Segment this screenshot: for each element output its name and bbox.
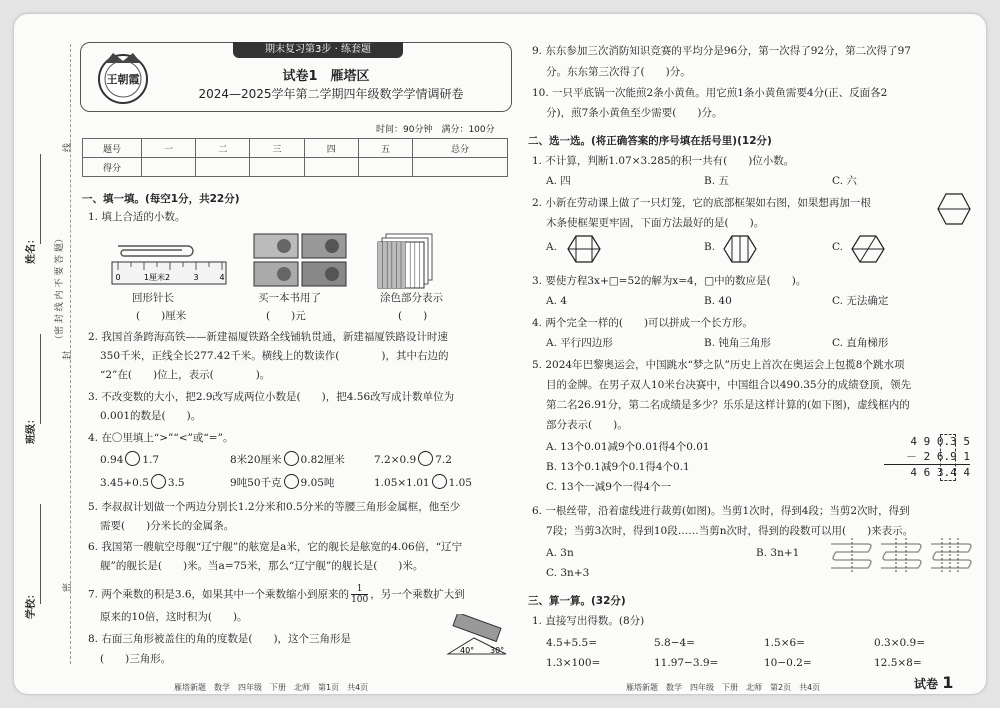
s2q5-option-b[interactable]: B. 13个0.1减9个0.1得4个0.1 [546, 461, 690, 473]
score-cell: 一 [142, 139, 196, 158]
question-5-line-1: 5. 李叔叔计划做一个两边分别长1.2分米和0.5分米的等腰三角形金属框，他至少 [88, 501, 461, 513]
s2-question-5-line-1: 5. 2024年巴黎奥运会，中国跳水“梦之队”历史上首次在奥运会上包揽8个跳水项 [532, 359, 905, 371]
exam-title: 试卷1 雁塔区 [282, 69, 370, 84]
compare-circle[interactable] [432, 474, 447, 489]
mental-calc-item[interactable]: 1.3×100= [546, 657, 601, 669]
q1-caption-3: 涂色部分表示 [380, 292, 443, 304]
s2q6-option-a[interactable]: A. 3n [546, 547, 574, 559]
score-cell: 四 [304, 139, 358, 158]
question-8-line-2: ( )三角形。 [100, 653, 172, 665]
q4-compare-item [100, 451, 159, 469]
school-label: 学校： [26, 589, 37, 619]
q1-blank-3[interactable]: ( ) [398, 310, 428, 322]
question-4: 4. 在〇里填上“>”“<”或“=”。 [88, 432, 234, 444]
q4-right-value: 1.7 [142, 454, 160, 466]
s2-question-4: 4. 两个完全一样的( )可以拼成一个长方形。 [532, 317, 754, 329]
score-cell: 总分 [413, 139, 508, 158]
s2q3-option-b[interactable]: B. 40 [704, 295, 732, 307]
shaded-grid-figure [376, 232, 436, 290]
exam-subtitle: 2024—2025学年第二学期四年级数学学情调研卷 [198, 87, 464, 101]
s2-question-5-line-3: 第二名26.91分，第二名成绩是多少？乐乐是这样计算的(如下图)，虚线框内的 [546, 399, 910, 411]
q7-fraction-denominator: 100 [351, 595, 369, 605]
score-input-cell[interactable] [358, 158, 412, 177]
covered-triangle-figure [444, 614, 510, 660]
name-label: 姓名： [26, 234, 37, 264]
s2q1-option-a[interactable]: A. 四 [546, 175, 571, 187]
q7-text-a: 7. 两个乘数的积是3.6，如果其中一个乘数缩小到原来的 [88, 588, 350, 601]
question-9-line-1: 9. 东东参加三次消防知识竞赛的平均分是96分，第一次得了92分，第二次得了97 [532, 45, 911, 57]
question-7-line-1 [88, 584, 465, 605]
compare-circle[interactable] [284, 474, 299, 489]
q4-right-value: 0.82厘米 [300, 454, 345, 466]
calc-line: 4 6 3.4 4 [910, 466, 970, 479]
q4-left-value: 1.05×1.01 [374, 477, 430, 489]
section-1-title: 一、填一填。(每空1分，共22分) [82, 193, 240, 205]
q4-left-value: 0.94 [100, 454, 124, 466]
hexagon-frame-figure [936, 192, 972, 226]
question-2-line-1: 2. 我国首条跨海高铁——新建福厦铁路全线铺轨贯通，新建福厦铁路设计时速 [88, 331, 448, 343]
score-input-cell[interactable] [304, 158, 358, 177]
question-7-line-2: 原来的10倍，这时积为( )。 [100, 611, 248, 623]
mental-calc-item[interactable]: 12.5×8= [874, 657, 922, 669]
q4-compare-item [100, 474, 185, 492]
footer-left: 雁塔新题 数学 四年级 下册 北师 第1页 共4页 [174, 683, 369, 692]
angle-label: 30° [490, 646, 505, 655]
q1-blank-2[interactable]: ( )元 [266, 310, 306, 322]
seal-feng: 封 [63, 350, 73, 360]
q4-left-value: 3.45+0.5 [100, 477, 149, 489]
q4-compare-item [374, 451, 452, 469]
q4-left-value: 9吨50千克 [230, 477, 282, 489]
class-underline [40, 334, 41, 424]
name-underline [40, 154, 41, 244]
question-2-line-3: “2”在( )位上，表示( )。 [100, 369, 271, 381]
question-3-line-2: 0.001的数是( )。 [100, 410, 202, 422]
q4-right-value: 9.05吨 [300, 477, 335, 489]
s2q2-option-a[interactable]: A. [546, 241, 557, 253]
exam-header [80, 42, 512, 112]
s2q6-option-c[interactable]: C. 3n+3 [546, 567, 590, 579]
score-table-header-row [83, 139, 508, 158]
school-underline [40, 504, 41, 604]
s2-question-6-line-2: 7段；当剪3次时，得到10段……当剪n次时，得到的段数可以用( )来表示。 [546, 525, 914, 537]
s2q6-option-b[interactable]: B. 3n+1 [756, 547, 800, 559]
compare-circle[interactable] [125, 451, 140, 466]
s2q1-option-b[interactable]: B. 五 [704, 175, 729, 187]
section-3-title: 三、算一算。(32分) [528, 595, 626, 607]
q1-caption-1: 回形针长 [132, 292, 174, 304]
hexagon-option-b-icon [722, 234, 758, 264]
question-2-line-2: 350千米，正线全长277.42千米。横线上的数读作( )，其中右边的 [100, 350, 449, 362]
q4-right-value: 7.2 [435, 454, 452, 466]
score-cell: 得分 [83, 158, 142, 177]
s2-question-3: 3. 要使方程3x+□=52的解为x=4，□中的数应是( )。 [532, 275, 807, 287]
s2-question-5-line-4: 部分表示( )。 [546, 419, 628, 431]
s2q4-option-c[interactable]: C. 直角梯形 [832, 337, 889, 349]
hexagon-option-c-icon [850, 234, 886, 264]
seal-mi-2: 密 [63, 582, 73, 592]
ruler-tick-label: 4 [219, 273, 225, 282]
s2q3-option-a[interactable]: A. 4 [546, 295, 567, 307]
seal-dashed-line [70, 44, 71, 664]
compare-circle[interactable] [284, 451, 299, 466]
q7-fraction-numerator: 1 [351, 584, 368, 595]
question-10-line-1: 10. 一只平底锅一次能煎2条小黄鱼。用它煎1条小黄鱼需要4分(正、反面各2 [532, 87, 888, 99]
s2-question-2-line-1: 2. 小新在劳动课上做了一只灯笼，它的底部框架如右图，如果想再加一根 [532, 197, 871, 209]
s2q2-option-b[interactable]: B. [704, 241, 716, 253]
s2q2-option-c[interactable]: C. [832, 241, 843, 253]
mental-calc-item[interactable]: 5.8−4= [654, 637, 695, 649]
s2-question-2-line-2: 木条使框架更牢固，下面方法最好的是( )。 [546, 217, 765, 229]
ruler-tick-label: 0 [115, 273, 121, 282]
score-cell: 题号 [83, 139, 142, 158]
mental-calc-item[interactable]: 0.3×0.9= [874, 637, 925, 649]
svg-text:王朝霞: 王朝霞 [106, 73, 140, 86]
mental-calc-item[interactable]: 4.5+5.5= [546, 637, 597, 649]
s2-question-6-line-1: 6. 一根丝带，沿着虚线进行裁剪(如图)。当剪1次时，得到4段；当剪2次时，得到 [532, 505, 910, 517]
score-input-cell[interactable] [142, 158, 196, 177]
paperclip-ruler-figure [110, 232, 230, 288]
question-1: 1. 填上合适的小数。 [88, 211, 186, 223]
s2q4-option-b[interactable]: B. 钝角三角形 [704, 337, 771, 349]
question-9-line-2: 分。东东第三次得了( )分。 [546, 66, 691, 78]
s2q3-option-c[interactable]: C. 无法确定 [832, 295, 889, 307]
calc-line: 4 9 0.3 5 [910, 435, 970, 448]
s2q5-option-c[interactable]: C. 13个一减9个一得4个一 [546, 481, 672, 493]
review-tag: 期末复习第3步 · 练套题 [233, 42, 403, 58]
q4-compare-item [230, 474, 334, 492]
paper-badge-text: 试卷 [914, 677, 939, 691]
q1-caption-2: 买一本书用了 [258, 292, 321, 304]
question-5-line-2: 需要( )分米长的金属条。 [100, 520, 235, 532]
ruler-tick-label: 3 [193, 273, 199, 282]
score-cell: 三 [250, 139, 304, 158]
banknotes-figure [252, 230, 352, 292]
score-table [82, 138, 508, 177]
mental-calc-item[interactable]: 1.5×6= [764, 637, 805, 649]
class-label: 班级： [26, 414, 37, 444]
question-6-line-1: 6. 我国第一艘航空母舰“辽宁舰”的舷宽是a米，它的舰长是舷宽的4.06倍，“辽宁 [88, 541, 463, 553]
paper-badge [914, 673, 953, 692]
s2-question-1: 1. 不计算，判断1.07×3.285的积一共有( )位小数。 [532, 155, 795, 167]
mental-calc-item[interactable]: 11.97−3.9= [654, 657, 719, 669]
question-6-line-2: 舰”的舰长是( )米。当a=75米，那么“辽宁舰”的舰长是( )米。 [100, 560, 424, 572]
logo-seal-icon [95, 49, 151, 105]
ruler-tick-label: 1厘米2 [143, 273, 171, 282]
q4-left-value: 8米20厘米 [230, 454, 282, 466]
q4-right-value: 1.05 [448, 477, 472, 489]
seal-text: （密 封 线 内 不 要 答 题） [55, 233, 65, 344]
s2q5-option-a[interactable]: A. 13个0.01减9个0.01得4个0.01 [546, 441, 710, 453]
s2q4-option-a[interactable]: A. 平行四边形 [546, 337, 613, 349]
footer-right: 雁塔新题 数学 四年级 下册 北师 第2页 共4页 [626, 683, 821, 692]
paper-badge-number: 1 [942, 673, 954, 692]
q7-fraction [351, 584, 368, 605]
seal-mi: 线 [63, 142, 73, 152]
subtraction-figure [884, 434, 970, 480]
s2q1-option-c[interactable]: C. 六 [832, 175, 857, 187]
compare-circle[interactable] [151, 474, 166, 489]
binding-strip [14, 14, 78, 694]
s2-question-5-line-2: 目的金牌。在男子双人10米台决赛中，中国组合以490.35分的成绩登顶，领先 [546, 379, 912, 391]
angle-label: 40° [460, 646, 475, 655]
score-cell: 二 [196, 139, 250, 158]
score-cell: 五 [358, 139, 412, 158]
ribbon-cutting-figure [826, 536, 976, 576]
question-10-line-2: 分)，煎7条小黄鱼至少需要( )分。 [546, 107, 723, 119]
score-input-cell[interactable] [413, 158, 508, 177]
time-info: 时间：90分钟 满分：100分 [376, 125, 495, 135]
hexagon-option-a-icon [566, 234, 602, 264]
question-3-line-1: 3. 不改变数的大小，把2.9改写成两位小数是( )，把4.56改写成计数单位为 [88, 391, 455, 403]
score-input-cell[interactable] [196, 158, 250, 177]
section-2-title: 二、选一选。(将正确答案的序号填在括号里)(12分) [528, 135, 772, 147]
question-8-line-1: 8. 右面三角形被盖住的角的度数是( )，这个三角形是 [88, 633, 352, 645]
q4-right-value: 3.5 [167, 477, 185, 489]
q4-left-value: 7.2×0.9 [374, 454, 417, 466]
q4-compare-item [230, 451, 345, 469]
calc-line: － 2 6.9 1 [884, 449, 970, 465]
score-input-cell[interactable] [250, 158, 304, 177]
score-table-score-row [83, 158, 508, 177]
compare-circle[interactable] [418, 451, 433, 466]
q7-text-b: ，另一个乘数扩大到 [370, 588, 465, 601]
s3-question-1: 1. 直接写出得数。(8分) [532, 615, 645, 627]
q4-compare-item [374, 474, 472, 492]
q1-blank-1[interactable]: ( )厘米 [136, 310, 187, 322]
exam-page [14, 14, 986, 694]
calc-dashed-box [940, 434, 956, 481]
mental-calc-item[interactable]: 10−0.2= [764, 657, 812, 669]
